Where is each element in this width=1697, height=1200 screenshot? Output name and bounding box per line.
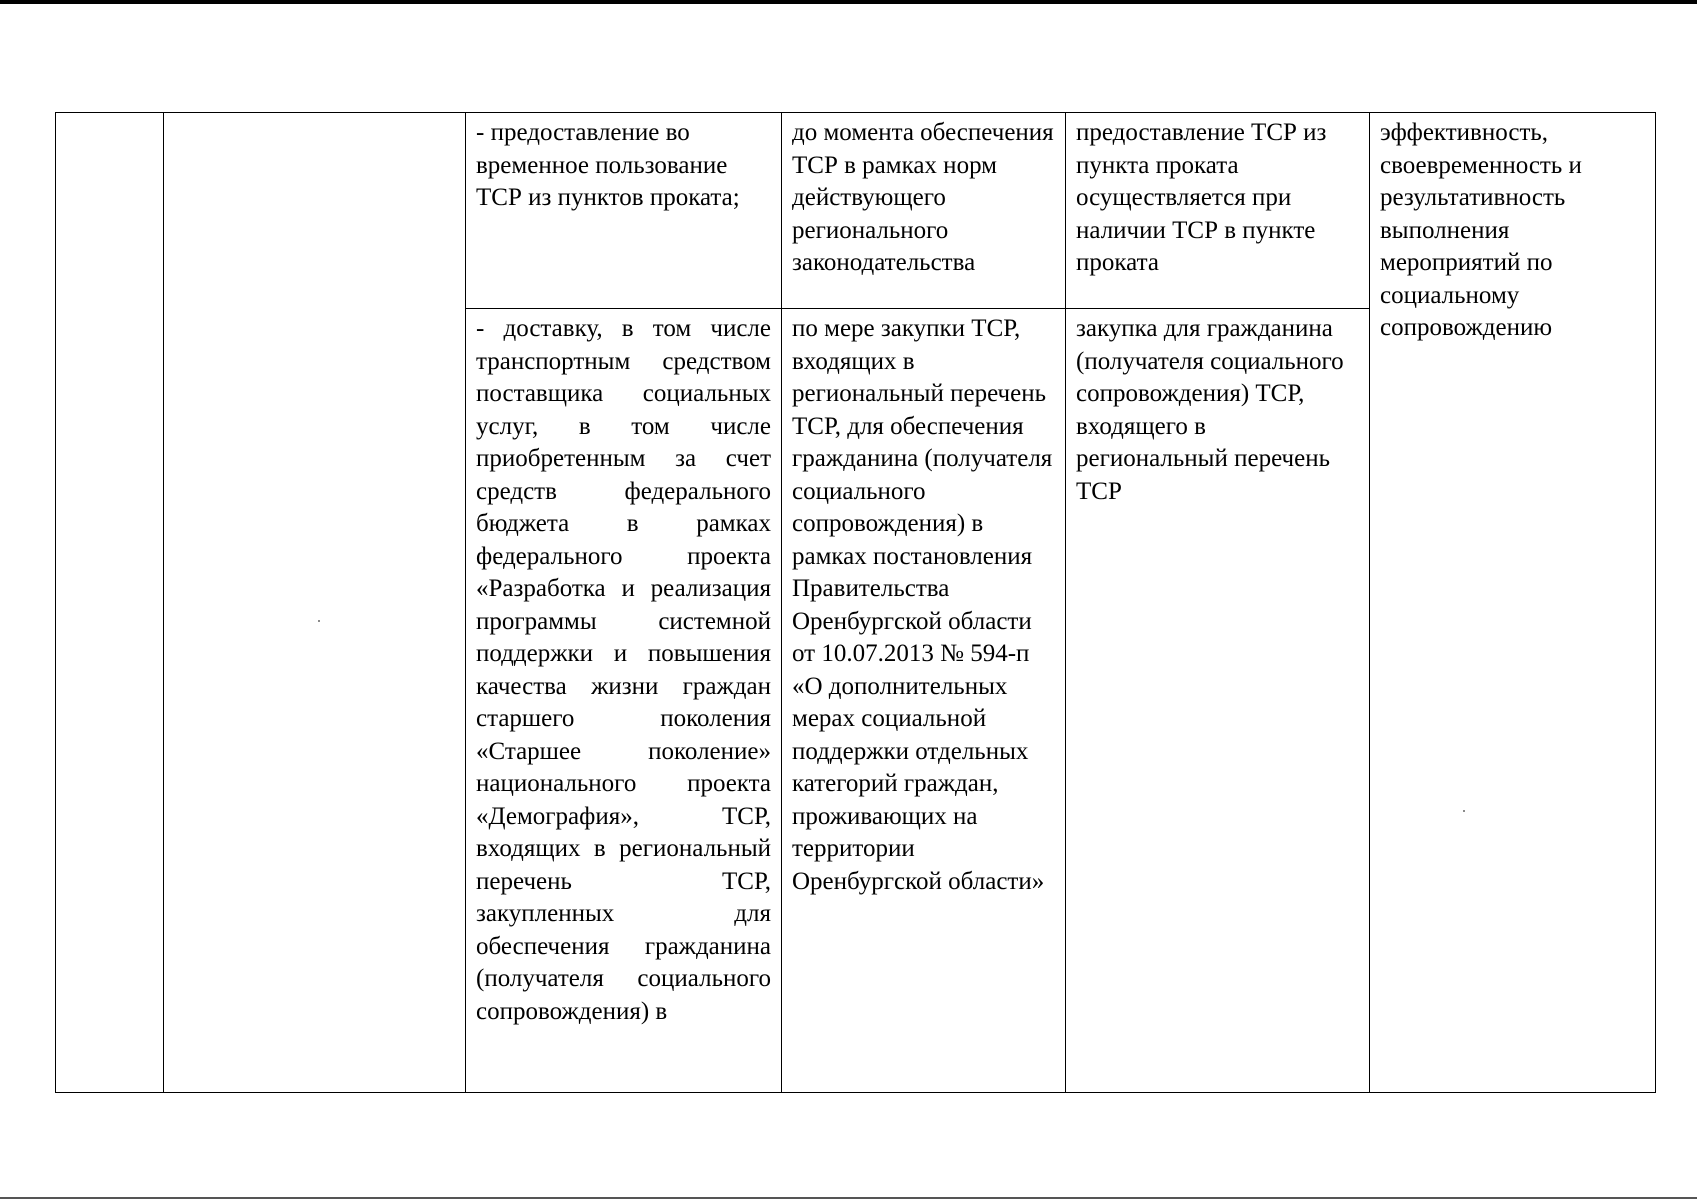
timing-text-delivery: по мере закупки ТСР, входящих в региональный перечень ТСР, для обеспечения гражданина (получателя социального сопровождения) в рамках постановления Правительства Оренбургской области от 10.07.2013 № 594-п «О дополнительных мерах социальной поддержки отдельных категорий граждан, проживающих на территории Оренбургской области» [792, 315, 1053, 895]
bottom-border-line [0, 1197, 1697, 1199]
scan-speck [1463, 810, 1465, 812]
conditions-cell-rental [1066, 113, 1370, 309]
service-cell-rental [466, 113, 782, 309]
conditions-text-rental: предоставление ТСР из пункта проката осуществляется при наличии ТСР в пункте проката [1076, 119, 1327, 276]
timing-cell-rental [782, 113, 1066, 309]
criteria-cell [1370, 113, 1656, 1093]
top-border-line [0, 0, 1697, 4]
measure-name-cell [164, 113, 466, 1093]
scan-speck [318, 620, 320, 622]
criteria-text: эффективность, своевременность и результативность выполнения мероприятий по социальному сопровождению [1380, 119, 1582, 341]
number-cell [56, 113, 164, 1093]
timing-text-rental: до момента обеспечения ТСР в рамках норм действующего регионального законодательства [792, 119, 1054, 276]
services-table [55, 112, 1656, 1093]
timing-cell-delivery [782, 309, 1066, 1093]
service-cell-delivery [466, 309, 782, 1093]
conditions-cell-delivery [1066, 309, 1370, 1093]
service-text-rental: - предоставление во временное пользование ТСР из пунктов проката; [476, 119, 740, 211]
service-text-delivery: - доставку, в том числе транспортным средством поставщика социальных услуг, в том числе приобретенным за счет средств федерального бюджета в рамках федерального проекта «Разработка и реализация программы системной поддержки и повышения качества жизни граждан старшего поколения «Старшее поколение» национального проекта «Демография», ТСР, входящих в региональный перечень ТСР, закупленных для обеспечения гражданина (получателя социального сопровождения) в [476, 315, 771, 1025]
table-row [56, 113, 1656, 309]
conditions-text-delivery: закупка для гражданина (получателя социального сопровождения) ТСР, входящего в региональный перечень ТСР [1076, 315, 1344, 505]
